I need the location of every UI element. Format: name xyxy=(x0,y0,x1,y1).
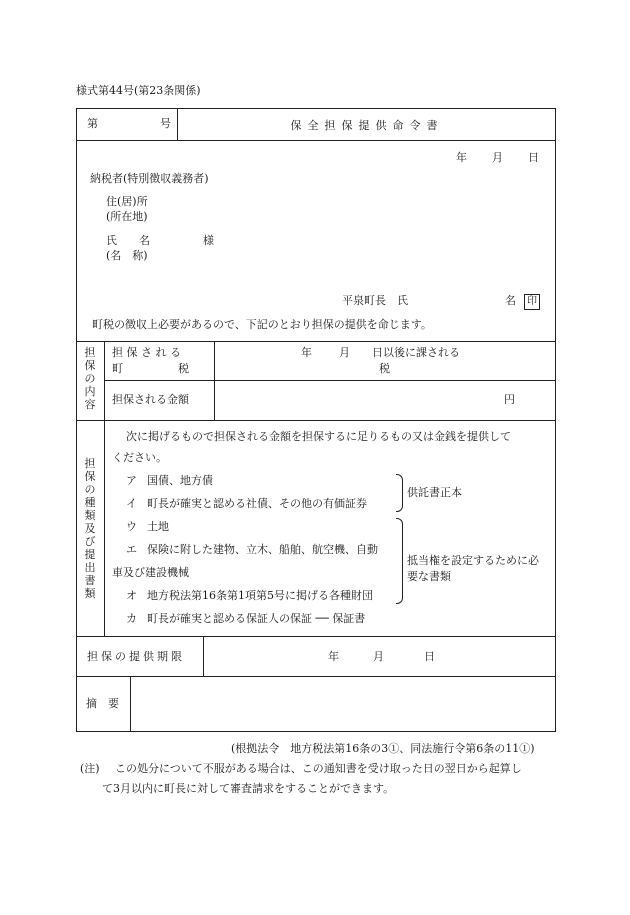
order-text: 町税の徴収上必要があるので、下記のとおり担保の提供を命じます。 xyxy=(92,318,432,331)
tax-date-suffix: 日以後に課される xyxy=(372,346,460,359)
legal-basis: (根拠法令 地方税法第16条の3①、同法施行令第6条の11①) xyxy=(231,742,535,755)
secured-tax-label-2: 町 税 xyxy=(112,362,189,375)
date-year: 年 xyxy=(456,151,467,164)
deadline-day: 日 xyxy=(424,650,435,663)
note-prefix: (注) xyxy=(80,762,100,775)
item-ka-text: 町長が確実と認める保証人の保証 ── 保証書 xyxy=(147,612,366,625)
seal-stamp: 印 xyxy=(524,294,540,310)
rule-deadline-split xyxy=(203,636,204,676)
rule-body xyxy=(76,341,556,342)
item-e-text: 保険に附した建物、立木、船舶、航空機、自動 xyxy=(147,543,378,556)
item-o-text: 地方税法第16条第1項第5号に掲げる各種財団 xyxy=(147,589,373,602)
item-a-kana: ア xyxy=(126,474,137,487)
doc-mortgage: 抵当権を設定するために必 xyxy=(407,554,539,567)
item-a-text: 国債、地方債 xyxy=(147,474,213,487)
tax-date-year: 年 xyxy=(301,346,312,359)
document-title: 保全担保提供命令書 xyxy=(290,119,444,132)
item-u-text: 土地 xyxy=(147,520,169,533)
secured-tax-label: 担 保 さ れ る xyxy=(112,346,181,359)
deadline-label: 担保の提供期限 xyxy=(87,650,185,663)
brace-mortgage xyxy=(396,518,403,604)
date-month: 月 xyxy=(492,151,503,164)
taxpayer-corporate-name: (名 称) xyxy=(106,249,148,262)
remarks-label: 摘 要 xyxy=(86,697,119,710)
rule-label-column xyxy=(104,341,105,636)
amount-yen: 円 xyxy=(504,393,515,406)
rule-contents xyxy=(76,420,556,421)
form-number: 様式第44号(第23条関係) xyxy=(76,84,201,97)
taxpayer-name: 氏 名 xyxy=(106,234,150,247)
deadline-month: 月 xyxy=(373,650,384,663)
issuer-title: 平泉町長 氏 xyxy=(342,294,408,307)
doc-mortgage-2: 要な書類 xyxy=(407,570,451,583)
amount-label: 担保される金額 xyxy=(112,393,189,406)
date-day: 日 xyxy=(528,151,539,164)
taxpayer-address: 住(居)所 xyxy=(106,195,148,208)
types-intro: 次に掲げるもので担保される金額を担保するに足りるもの又は金銭を提供して xyxy=(126,430,511,443)
taxpayer-location: (所在地) xyxy=(106,210,148,223)
taxpayer-honorific: 様 xyxy=(203,234,214,247)
rule-header xyxy=(76,140,556,141)
deadline-year: 年 xyxy=(328,650,339,663)
rule-remarks-split xyxy=(130,676,131,732)
item-e-kana: エ xyxy=(126,543,137,556)
issuer-name-char: 名 xyxy=(505,294,516,307)
rule-types xyxy=(76,636,556,637)
item-i-kana: イ xyxy=(126,497,137,510)
tax-suffix: 税 xyxy=(379,362,390,375)
tax-date-month: 月 xyxy=(339,346,350,359)
number-label: 第 xyxy=(87,117,98,130)
item-i-text: 町長が確実と認める社債、その他の有価証券 xyxy=(147,497,367,510)
note-text-2: て3月以内に町長に対して審査請求をすることができます。 xyxy=(102,782,395,795)
taxpayer-label: 納税者(特別徴収義務者) xyxy=(90,172,209,185)
rule-contents-split xyxy=(214,341,215,420)
contents-section-label: 担保の内容 xyxy=(84,346,96,411)
note-text: この処分について不服がある場合は、この通知書を受け取った日の翌日から起算し xyxy=(115,762,522,775)
types-intro-2: ください。 xyxy=(112,451,167,464)
item-u-kana: ウ xyxy=(126,520,137,533)
rule-deadline xyxy=(76,676,556,677)
number-suffix: 号 xyxy=(160,117,171,130)
item-ka-kana: カ xyxy=(126,612,137,625)
item-o-kana: オ xyxy=(126,589,137,602)
brace-deposit xyxy=(396,474,403,512)
item-e-text-continued: 車及び建設機械 xyxy=(112,566,189,579)
types-section-label: 担保の種類及び提出書類 xyxy=(84,457,96,600)
rule-contents-mid xyxy=(104,380,556,381)
doc-deposit: 供託書正本 xyxy=(407,486,462,499)
